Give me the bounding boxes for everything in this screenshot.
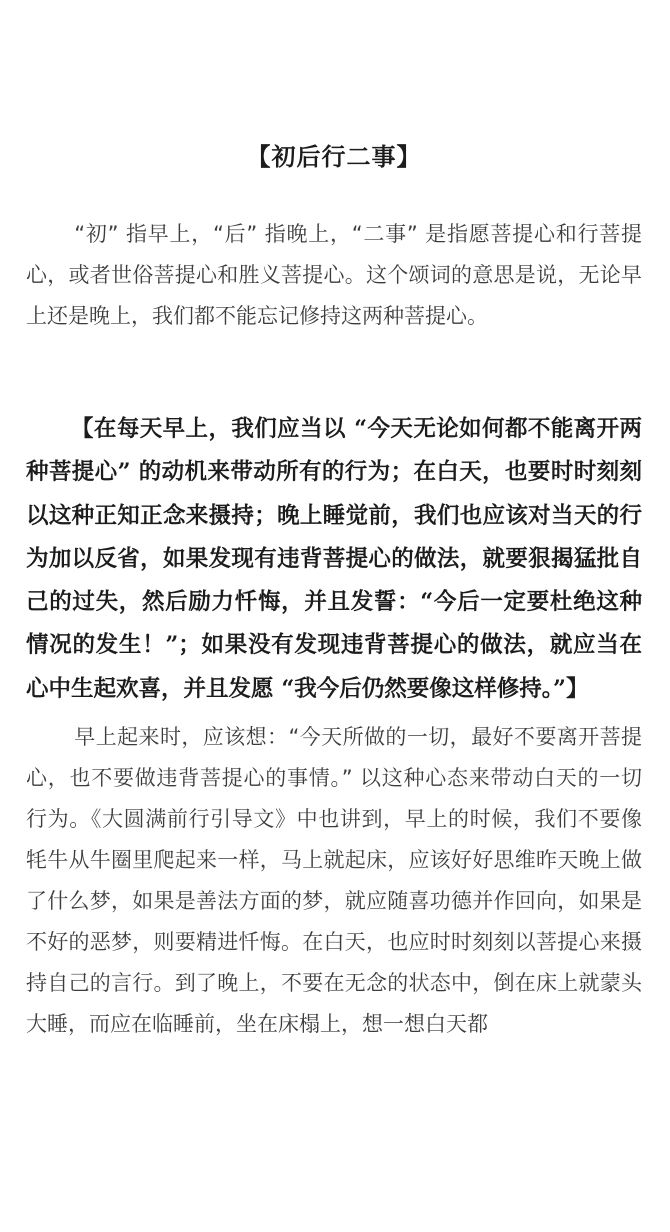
section-title: 【初后行二事】	[246, 142, 422, 171]
commentary-paragraph: 早上起来时，应该想：“今天所做的一切，最好不要离开菩提心，也不要做违背菩提心的事情。” 以这种心态来带动白天的一切行为。《大圆满前行引导文》中也讲到，早上的时候，我们不要像牦牛从牛圈里爬起来一样，马上就起床，应该好好思维昨天晚上做了什么梦，如果是善法方面的梦，就应随喜功德并作回向，如果是不好的恶梦，则要精进忏悔。在白天，也应时时刻刻以菩提心来摄持自己的言行。到了晚上，不要在无念的状态中，倒在床上就蒙头大睡，而应在临睡前，坐在床榻上，想一想白天都	[26, 725, 642, 1037]
verse-paragraph: 【在每天早上，我们应当以 “今天无论如何都不能离开两种菩提心” 的动机来带动所有的行为；在白天，也要时时刻刻以这种正知正念来摄持；晚上睡觉前，我们也应该对当天的行为加以反省，如果发现有违背菩提心的做法，就要狠揭猛批自己的过失，然后励力忏悔，并且发誓：“今后一定要杜绝这种情况的发生！”；如果没有发现违背菩提心的做法，就应当在心中生起欢喜，并且发愿 “我今后仍然要像这样修持。”】	[26, 416, 642, 702]
intro-paragraph: “初” 指早上，“后” 指晚上，“二事” 是指愿菩提心和行菩提心，或者世俗菩提心和胜义菩提心。这个颂词的意思是说，无论早上还是晚上，我们都不能忘记修持这两种菩提心。	[26, 222, 642, 328]
